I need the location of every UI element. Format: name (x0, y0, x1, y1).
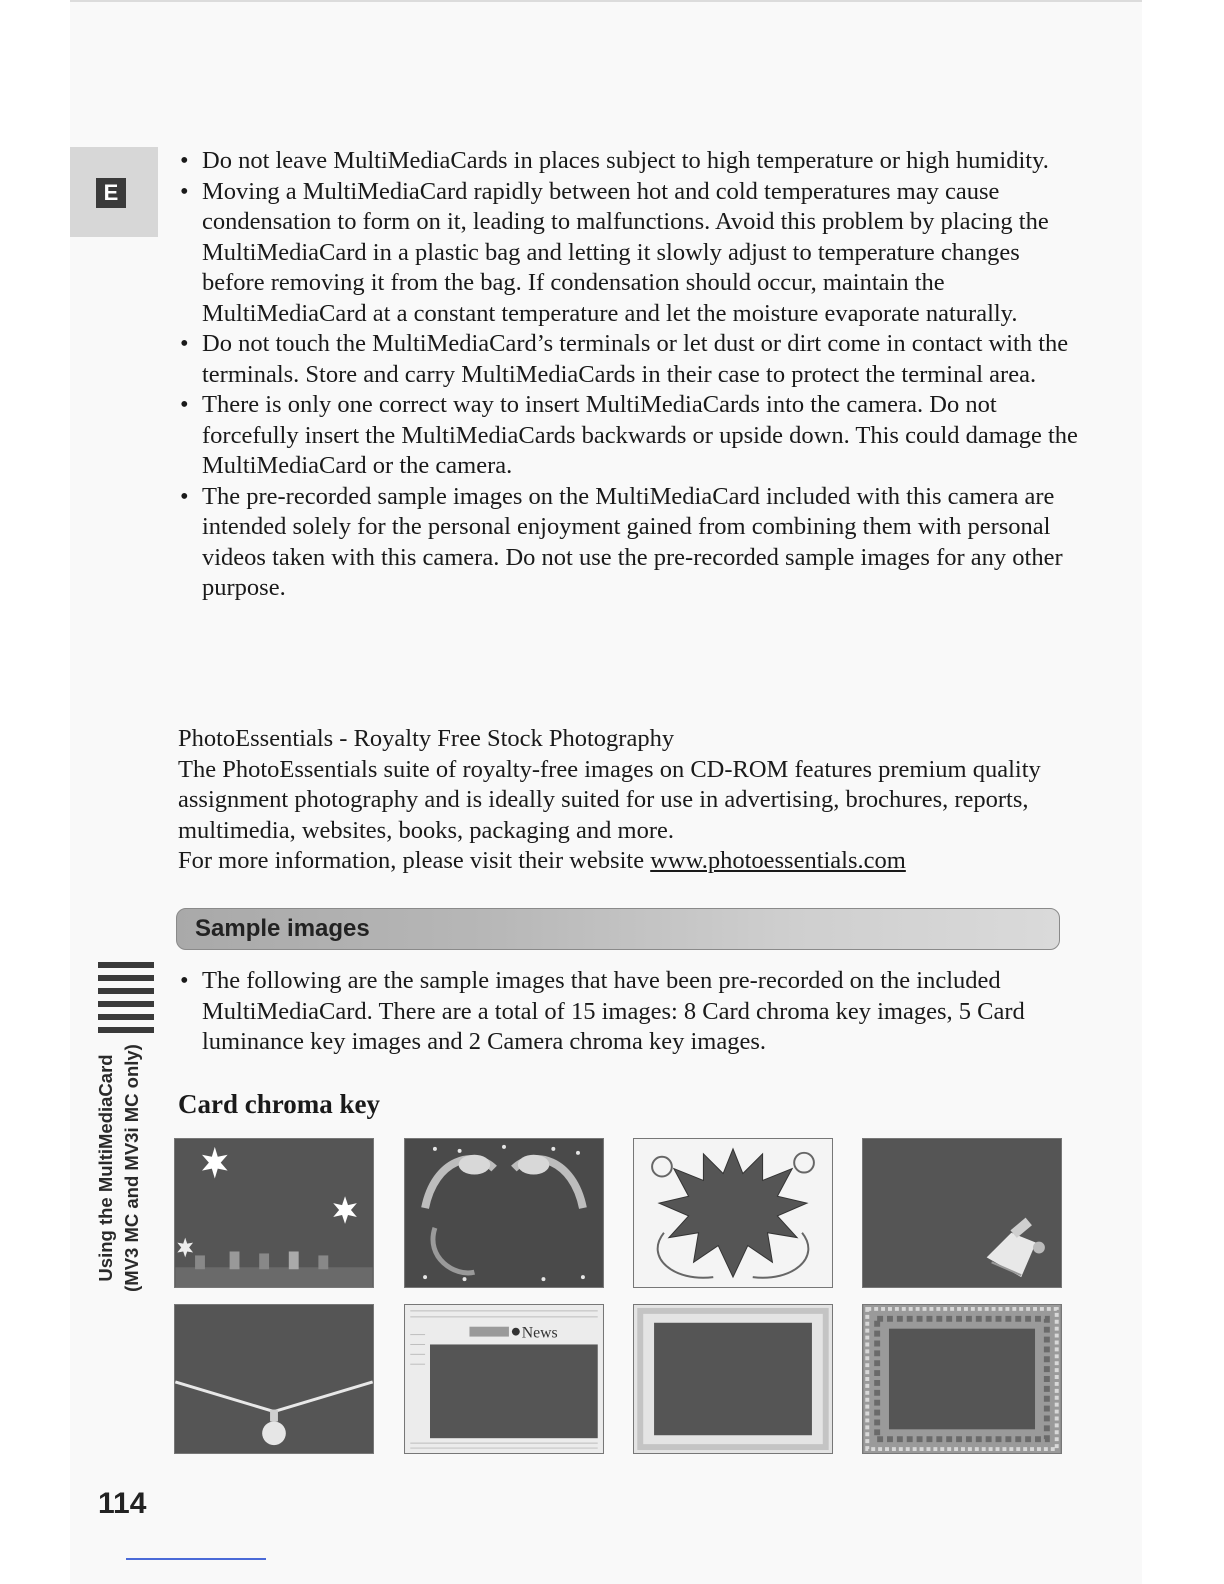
newspaper-caption: News (521, 1324, 558, 1342)
page-number: 114 (98, 1487, 147, 1520)
side-tab-bars (98, 962, 154, 1040)
list-item: • There is only one correct way to insert MultiMediaCards into the camera. Do not forcefully insert the MultiMediaCards backwards or upside down. This could damage the MultiMediaCard or the camera. (178, 390, 1078, 482)
bottom-rule (126, 1558, 266, 1560)
side-bar (98, 1001, 154, 1007)
stars-image (175, 1139, 373, 1287)
list-item: • Do not touch the MultiMediaCard’s terminals or let dust or dirt come in contact with the terminals. Store and carry MultiMediaCards in their case to protect the terminal area. (178, 329, 1078, 390)
section-title: Sample images (195, 915, 370, 942)
thumbnail-ornate-frame (862, 1304, 1062, 1454)
thumbnail-plain-frame (633, 1304, 833, 1454)
list-item: • Moving a MultiMediaCard rapidly between hot and cold temperatures may cause condensation to form on it, leading to malfunctions. Avoid this problem by placing the MultiMediaCard in a plastic bag and letting it slowly adjust to temperature changes before removing it from the bag. If condensation should occur, maintain the MultiMediaCard at a constant temperature and let the moisture evaporate naturally. (178, 177, 1078, 330)
thumbnail-stars (174, 1138, 374, 1288)
side-bar (98, 1014, 154, 1020)
top-rule (70, 0, 1142, 2)
explosion-image (634, 1139, 832, 1287)
thumbnail-medal (174, 1304, 374, 1454)
photoessentials-title: PhotoEssentials - Royalty Free Stock Photography (178, 725, 675, 752)
photoessentials-body: The PhotoEssentials suite of royalty-free images on CD-ROM features premium quality assignment photography and is ideally suited for use in advertising, brochures, reports, multimedia, websites, books, packaging and more. (178, 755, 1041, 844)
subheading-card-chroma-key: Card chroma key (178, 1089, 380, 1119)
side-bar (98, 975, 154, 981)
photoessentials-link[interactable]: www.photoessentials.com (650, 847, 906, 874)
list-item: • The pre-recorded sample images on the MultiMediaCard included with this camera are intended solely for the personal enjoyment gained from combining them with personal videos taken with this camera. Do not use the pre-recorded sample images for any other purpose. (178, 482, 1078, 604)
side-tab-line1: Using the MultiMediaCard (95, 1054, 116, 1282)
thumbnail-explosion (633, 1138, 833, 1288)
sample-images-list (178, 966, 1078, 1058)
side-bar (98, 988, 154, 994)
photoessentials-more-info (178, 846, 1078, 877)
thumbnail-newspaper (404, 1304, 604, 1454)
list-item: • Do not leave MultiMediaCards in places subject to high temperature or high humidity. (178, 146, 1078, 177)
side-tab-line2: (MV3 MC and MV3i MC only) (121, 1044, 142, 1292)
more-info-text: For more information, please visit their website (178, 847, 651, 874)
trumpet-image (863, 1139, 1061, 1287)
section-header-bar (176, 908, 1060, 950)
side-bar (98, 962, 154, 968)
plain-frame-image (634, 1305, 832, 1453)
ornate-frame-image (863, 1305, 1061, 1453)
precautions-list (178, 146, 1078, 604)
ribbon-frame-image (405, 1139, 603, 1287)
language-tab-letter: E (96, 178, 126, 208)
thumbnail-ribbon-frame (404, 1138, 604, 1288)
side-tab-label (93, 1033, 155, 1303)
medal-image (175, 1305, 373, 1453)
list-item: • The following are the sample images that have been pre-recorded on the included MultiMediaCard. There are a total of 15 images: 8 Card chroma key images, 5 Card luminance key images and 2 Camera chroma key images. (178, 966, 1078, 1058)
newspaper-image (405, 1305, 603, 1453)
photoessentials-block (178, 724, 1078, 877)
thumbnail-trumpet (862, 1138, 1062, 1288)
